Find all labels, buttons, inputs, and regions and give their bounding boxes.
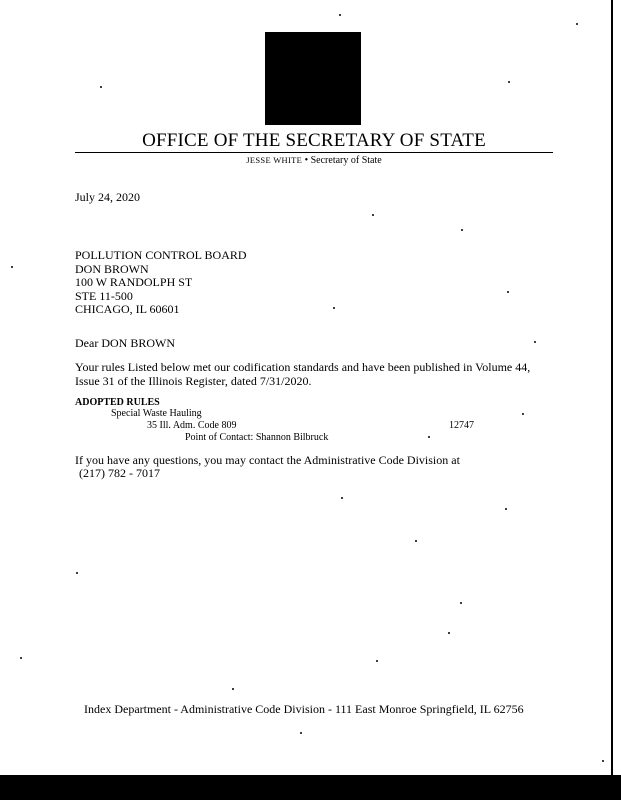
scan-speck [508, 81, 510, 83]
scan-speck [372, 214, 374, 216]
scan-speck [415, 540, 417, 542]
recipient-city: CHICAGO, IL 60601 [75, 302, 180, 316]
scan-speck [428, 436, 430, 438]
scan-speck [602, 760, 604, 762]
body-paragraph: Your rules Listed below met our codification standards and have been published in Volume 44, Issue 31 of the Illinois Register, dated 7/31/2020. [75, 360, 531, 388]
secretary-subheader [75, 155, 553, 166]
scan-speck [534, 341, 536, 343]
subheader-separator: • [302, 155, 311, 166]
phone-number: (217) 782 - 7017 [79, 466, 160, 480]
scan-speck [300, 732, 302, 734]
recipient-address [75, 249, 247, 317]
scan-bottom-band [0, 775, 621, 800]
scan-speck [522, 413, 524, 415]
rule-code: 35 Ill. Adm. Code 809 [147, 420, 237, 431]
recipient-street: 100 W RANDOLPH ST [75, 275, 193, 289]
scan-speck [100, 86, 102, 88]
scan-speck [341, 497, 343, 499]
scan-speck [76, 572, 78, 574]
footer-address: Index Department - Administrative Code Division - 111 East Monroe Springfield, IL 62756 [84, 702, 524, 716]
register-page-number: 12747 [449, 420, 474, 431]
secretary-name: JESSE WHITE [246, 155, 303, 165]
recipient-name: DON BROWN [75, 261, 149, 276]
questions-line: If you have any questions, you may contact the Administrative Code Division at [75, 453, 460, 467]
letter-date: July 24, 2020 [75, 190, 141, 204]
adopted-rules-heading: ADOPTED RULES [75, 397, 160, 408]
scan-speck [232, 688, 234, 690]
scan-speck [460, 602, 462, 604]
scan-speck [339, 14, 341, 16]
scan-speck [11, 266, 13, 268]
scan-speck [461, 229, 463, 231]
header-rule [75, 152, 553, 153]
salutation: Dear DON BROWN [75, 336, 175, 350]
scan-speck [576, 23, 578, 25]
scan-speck [333, 307, 335, 309]
office-title: OFFICE OF THE SECRETARY OF STATE [142, 130, 486, 151]
scan-speck [376, 660, 378, 662]
scan-speck [505, 508, 507, 510]
recipient-org: POLLUTION CONTROL BOARD [75, 248, 247, 262]
point-of-contact: Point of Contact: Shannon Bilbruck [185, 432, 329, 443]
recipient-suite: STE 11-500 [75, 288, 133, 303]
scan-speck [20, 657, 22, 659]
scan-speck [507, 291, 509, 293]
state-seal-image [265, 32, 361, 125]
scan-speck [448, 632, 450, 634]
secretary-role: Secretary of State [310, 155, 382, 166]
rule-name: Special Waste Hauling [111, 408, 202, 419]
